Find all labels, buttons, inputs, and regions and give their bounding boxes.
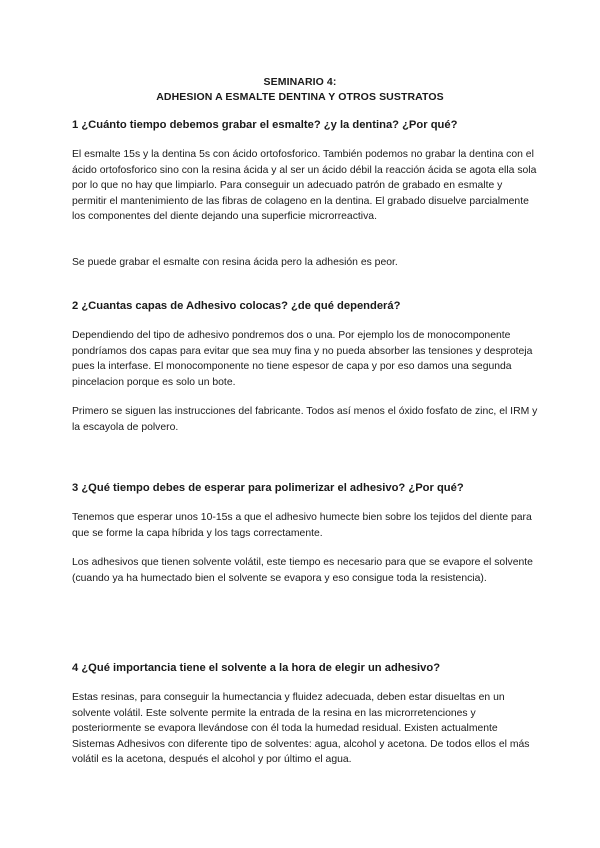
answer-1-paragraph-2: Se puede grabar el esmalte con resina ácida pero la adhesión es peor. xyxy=(72,257,398,268)
question-4: 4 ¿Qué importancia tiene el solvente a la hora de elegir un adhesivo? xyxy=(72,662,441,674)
title-line-1: SEMINARIO 4: xyxy=(263,76,337,88)
document-title xyxy=(60,75,540,105)
answer-4-paragraph-1: Estas resinas, para conseguir la humectancia y fluidez adecuada, deben estar disueltas en un solvente volátil. Este solvente permite la entrada de la resina en las microrretenciones y posteriormente se evapora llevándose con él toda la humedad residual. Existen actualmente Sistemas Adhesivos con diferente tipo de solventes: agua, alcohol y acetona. De todos ellos el más volátil es la acetona, después el alcohol y por último el agua. xyxy=(72,692,530,766)
question-1: 1 ¿Cuánto tiempo debemos grabar el esmalte? ¿y la dentina? ¿Por qué? xyxy=(72,119,458,131)
answer-3-paragraph-2: Los adhesivos que tienen solvente volátil, este tiempo es necesario para que se evapore el solvente (cuando ya ha humectado bien el solvente se evapora y eso consigue toda la resistencia). xyxy=(72,557,533,584)
answer-2-paragraph-1: Dependiendo del tipo de adhesivo pondremos dos o una. Por ejemplo los de monocomponente pondríamos dos capas para evitar que sea muy fina y no pueda absorber las tensiones y desproteja pues la interfase. El monocomponente no tiene espesor de capa y por eso damos una segunda pincelacion porque es solo un bote. xyxy=(72,330,533,388)
answer-1-paragraph-1: El esmalte 15s y la dentina 5s con ácido ortofosforico. También podemos no grabar la dentina con el ácido ortofosforico sino con la resina ácida y al ser un ácido débil la reacción ácida se agota ella sola por lo que no hay que limpiarlo. Para conseguir un adecuado patrón de grabado en esmalte y permitir el mantenimiento de las fibras de colageno en la dentina. El grabado disuelve parcialmente los componentes del diente dejando una superficie microrreactiva. xyxy=(72,149,537,223)
answer-3-paragraph-1: Tenemos que esperar unos 10-15s a que el adhesivo humecte bien sobre los tejidos del diente para que se forme la capa híbrida y los tags correctamente. xyxy=(72,512,532,539)
answer-2-paragraph-2: Primero se siguen las instrucciones del fabricante. Todos así menos el óxido fosfato de zinc, el IRM y la escayola de polvero. xyxy=(72,406,538,433)
question-2: 2 ¿Cuantas capas de Adhesivo colocas? ¿de qué dependerá? xyxy=(72,300,401,312)
title-line-2: ADHESION A ESMALTE DENTINA Y OTROS SUSTRATOS xyxy=(156,91,444,103)
question-3: 3 ¿Qué tiempo debes de esperar para polimerizar el adhesivo? ¿Por qué? xyxy=(72,482,464,494)
